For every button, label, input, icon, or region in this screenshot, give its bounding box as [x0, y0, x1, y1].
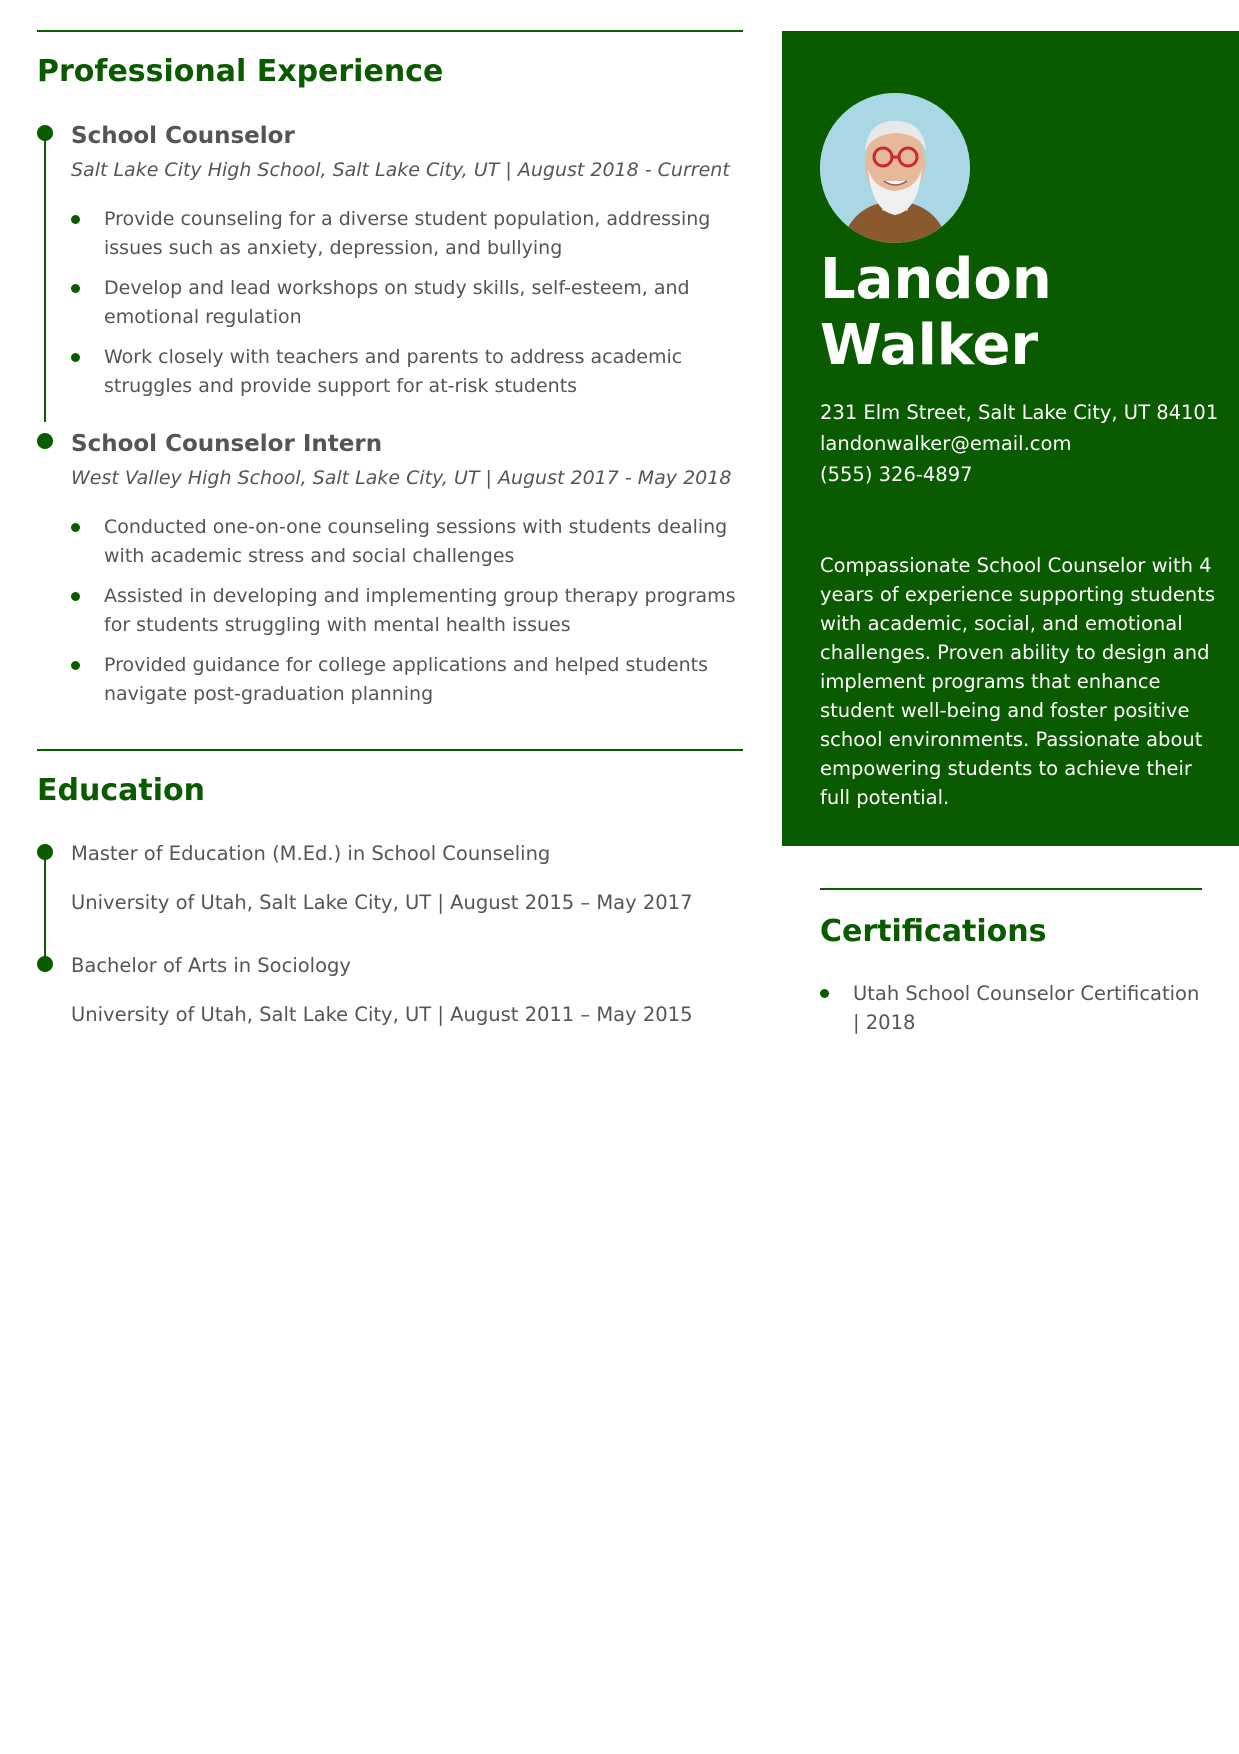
degree: Master of Education (M.Ed.) in School Counseling: [71, 842, 551, 865]
last-name: Walker: [820, 313, 1039, 378]
degree: Bachelor of Arts in Sociology: [71, 954, 351, 977]
list-item: [820, 979, 1202, 1037]
bullet-text: Work closely with teachers and parents to address academic struggles and provide support for at-risk students: [104, 346, 683, 397]
candidate-name: [820, 247, 1052, 379]
bullet-icon: [71, 661, 80, 670]
certification-text: Utah School Counselor Certification | 2018: [853, 982, 1200, 1034]
first-name: Landon: [820, 247, 1052, 312]
school-meta: University of Utah, Salt Lake City, UT | August 2015 – May 2017: [71, 891, 693, 914]
experience-heading: Professional Experience: [37, 54, 444, 89]
bullet-text: Assisted in developing and implementing group therapy programs for students struggling with mental health issues: [104, 585, 736, 636]
bullet-icon: [71, 353, 80, 362]
email: landonwalker@email.com: [820, 432, 1072, 455]
timeline-dot: [37, 125, 53, 141]
phone: (555) 326-4897: [820, 463, 973, 486]
education-heading: Education: [37, 773, 205, 808]
education-entry: [37, 954, 743, 1026]
education-entry: [37, 842, 743, 914]
job-entry: [37, 431, 743, 709]
bullet-icon: [71, 523, 80, 532]
job-title: School Counselor Intern: [71, 431, 383, 457]
bullet-icon: [71, 215, 80, 224]
avatar: [820, 93, 970, 243]
timeline-dot: [37, 433, 53, 449]
timeline-dot: [37, 844, 53, 860]
profile-sidebar: [782, 31, 1239, 846]
contact-info: [820, 397, 1218, 490]
certifications-section: [820, 888, 1202, 1037]
job-meta: Salt Lake City High School, Salt Lake City, UT | August 2018 - Current: [71, 159, 730, 181]
list-item: [71, 205, 743, 263]
job-bullets: [71, 513, 743, 709]
list-item: [71, 582, 743, 640]
certifications-divider: [820, 888, 1202, 890]
certifications-heading: Certifications: [820, 914, 1047, 949]
experience-divider: [37, 30, 743, 32]
job-bullets: [71, 205, 743, 401]
bullet-text: Provided guidance for college applications and helped students navigate post-graduation planning: [104, 654, 709, 705]
certifications-list: [820, 979, 1202, 1037]
bullet-text: Develop and lead workshops on study skills, self-esteem, and emotional regulation: [104, 277, 690, 328]
timeline-dot: [37, 956, 53, 972]
education-divider: [37, 749, 743, 751]
job-title: School Counselor: [71, 123, 295, 149]
school-meta: University of Utah, Salt Lake City, UT | August 2011 – May 2015: [71, 1003, 693, 1026]
list-item: [71, 513, 743, 571]
bullet-icon: [71, 592, 80, 601]
address: 231 Elm Street, Salt Lake City, UT 84101: [820, 401, 1219, 424]
profile-summary: Compassionate School Counselor with 4 years of experience supporting students with academic, social, and emotional challenges. Proven ability to design and implement programs that enhance student well-being and foster positive school environments. Passionate about empowering students to achieve their full potential.: [820, 554, 1216, 809]
bullet-icon: [820, 989, 829, 998]
main-column: [37, 30, 743, 1026]
avatar-photo: [820, 93, 970, 243]
bullet-icon: [71, 284, 80, 293]
bullet-text: Provide counseling for a diverse student population, addressing issues such as anxiety, depression, and bullying: [104, 208, 711, 259]
job-entry: [37, 123, 743, 401]
list-item: [71, 651, 743, 709]
job-meta: West Valley High School, Salt Lake City, UT | August 2017 - May 2018: [71, 467, 732, 489]
education-timeline: [37, 842, 743, 1026]
list-item: [71, 274, 743, 332]
experience-timeline: [37, 123, 743, 709]
list-item: [71, 343, 743, 401]
bullet-text: Conducted one-on-one counseling sessions with students dealing with academic stress and social challenges: [104, 516, 728, 567]
